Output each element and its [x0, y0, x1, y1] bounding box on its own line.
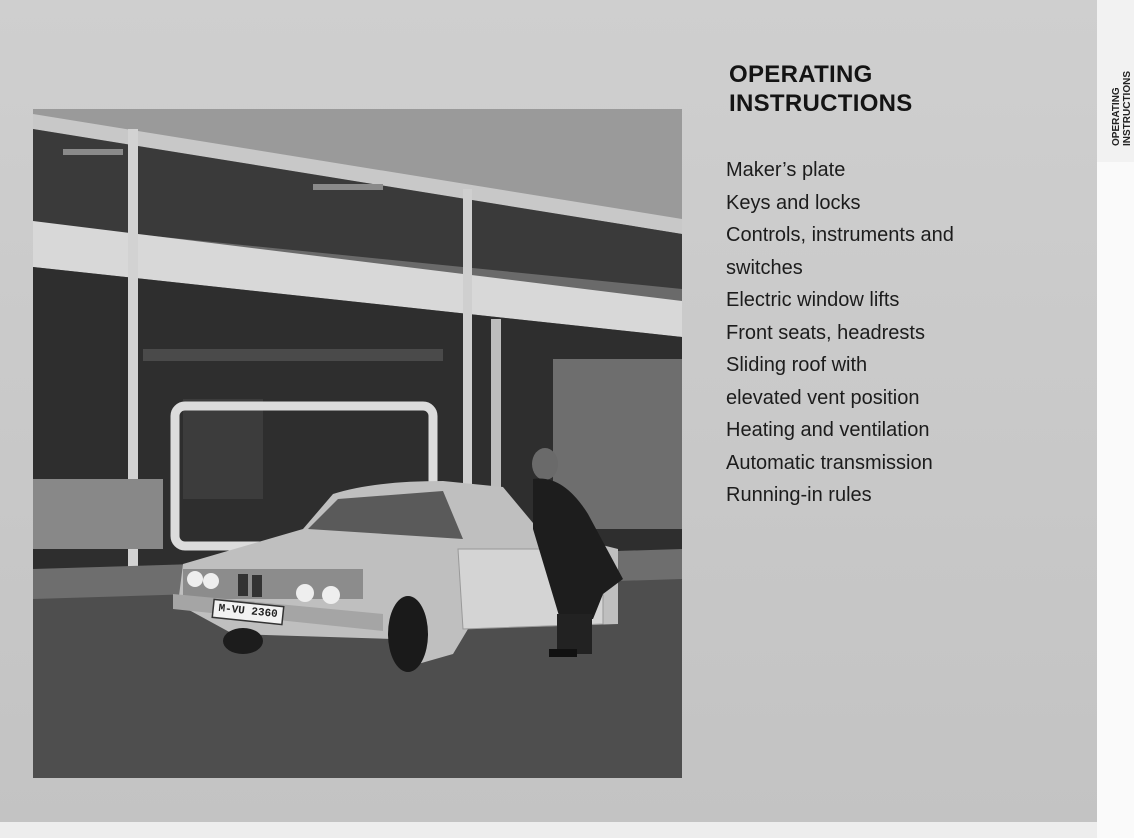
dealership-photo [33, 109, 682, 778]
contents-item: Automatic transmission [726, 451, 933, 474]
section-tab-label [1111, 71, 1133, 146]
contents-item: Heating and ventilation [726, 419, 930, 441]
page-title-line-2: INSTRUCTIONS [729, 90, 913, 117]
contents-item: Maker’s plate [726, 159, 846, 181]
contents-item: Electric window lifts [726, 289, 900, 311]
license-plate-text: M-VU 2360 [217, 602, 279, 622]
contents-item: Running-in rules [726, 484, 872, 506]
contents-list [726, 154, 1056, 512]
page-title [729, 60, 913, 118]
contents-item: switches [726, 256, 803, 279]
section-tab-line-2: INSTRUCTIONS [1122, 71, 1133, 146]
contents-item: Front seats, headrests [726, 321, 925, 344]
contents-item: Keys and locks [726, 191, 861, 214]
contents-item: Controls, instruments and [726, 224, 954, 246]
contents-item: elevated vent position [726, 386, 920, 409]
page-title-line-1: OPERATING [729, 61, 873, 88]
section-tab-line-1: OPERATING [1111, 87, 1122, 146]
page-edge [1097, 162, 1134, 838]
contents-item: Sliding roof with [726, 354, 868, 376]
car-handover-illustration [33, 109, 682, 778]
